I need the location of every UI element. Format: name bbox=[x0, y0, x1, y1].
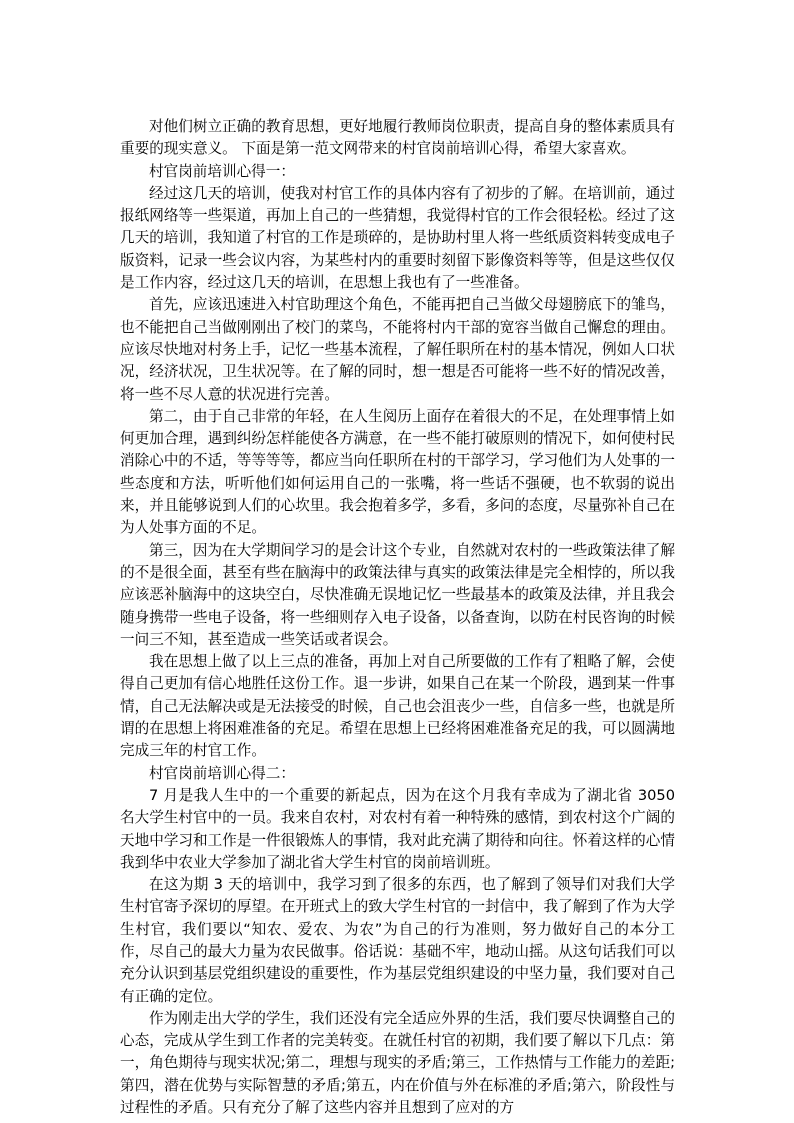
body-paragraph: 我在思想上做了以上三点的准备，再加上对自己所要做的工作有了粗略了解，会使得自己更加有信心地胜任这份工作。退一步讲，如果自己在某一个阶段，遇到某一件事情，自己无法解决或是无法接受的时候，自己也会沮丧少一些，自信多一些，也就是所谓的在思想上将困难准备的充足。希望在思想上已经将困难准备充足的我，可以圆满地完成三年的村官工作。 bbox=[120, 653, 675, 760]
body-paragraph: 第二，由于自己非常的年轻，在人生阅历上面存在着很大的不足，在处理事情上如何更加合理，遇到纠纷怎样能使各方满意，在一些不能打破原则的情况下，如何使村民消除心中的不适，等等等等，都应当向任职所在村的干部学习，学习他们为人处事的一些态度和方法，听听他们如何运用自己的一张嘴，将一些话不强硬，也不软弱的说出来，并且能够说到人们的心坎里。我会抱着多学，多看，多问的态度，尽量弥补自己在为人处事方面的不足。 bbox=[120, 407, 675, 537]
body-paragraph: 首先，应该迅速进入村官助理这个角色，不能再把自己当做父母翅膀底下的雏鸟，也不能把自己当做刚刚出了校门的菜鸟，不能将村内干部的宽容当做自己懈怠的理由。应该尽快地对村务上手，记忆一些基本流程，了解任职所在村的基本情况，例如人口状况，经济状况，卫生状况等。在了解的同时，想一想是否可能将一些不好的情况改善，将一些不尽人意的状况进行完善。 bbox=[120, 296, 675, 403]
document-body bbox=[120, 116, 675, 1119]
body-paragraph: 在这为期 3 天的培训中，我学习到了很多的东西，也了解到了领导们对我们大学生村官寄予深切的厚望。在开班式上的致大学生村官的一封信中，我了解到了作为大学生村官，我们要以“知农、爱农、为农”为自己的行为准则，努力做好自己的本分工作，尽自己的最大力量为农民做事。俗话说：基础不牢，地动山摇。从这句话我们可以充分认识到基层党组织建设的重要性，作为基层党组织建设的中坚力量，我们要对自己有正确的定位。 bbox=[120, 876, 675, 1005]
intro-paragraph: 对他们树立正确的教育思想，更好地履行教师岗位职责，提高自身的整体素质具有重要的现实意义。 下面是第一范文网带来的村官岗前培训心得，希望大家喜欢。 bbox=[120, 118, 675, 158]
body-paragraph: 第三，因为在大学期间学习的是会计这个专业，自然就对农村的一些政策法律了解的不是很全面，甚至有些在脑海中的政策法律与真实的政策法律是完全相悖的，所以我应该恶补脑海中的这块空白，尽快准确无误地记忆一些最基本的政策及法律，并且我会随身携带一些电子设备，将一些细则存入电子设备，以备查询，以防在村民咨询的时候一问三不知，甚至造成一些笑话或者误会。 bbox=[120, 541, 675, 648]
body-paragraph: 7 月是我人生中的一个重要的新起点，因为在这个月我有幸成为了湖北省 3050 名大学生村官中的一员。我来自农村，对农村有着一种特殊的感情，到农村这个广阔的天地中学习和工作是一件很锻炼人的事情，我对此充满了期待和向往。怀着这样的心情我到华中农业大学参加了湖北省大学生村官的岗前培训班。 bbox=[120, 786, 675, 871]
section-heading-2: 村官岗前培训心得二： bbox=[149, 764, 295, 782]
body-paragraph: 作为刚走出大学的学生，我们还没有完全适应外界的生活，我们要尽快调整自己的心态，完成从学生到工作者的完美转变。在就任村官的初期，我们要了解以下几点：第一，角色期待与现实状况;第二，理想与现实的矛盾;第三，工作热情与工作能力的差距;第四，潜在优势与实际智慧的矛盾;第五，内在价值与外在标准的矛盾;第六，阶段性与过程性的矛盾。只有充分了解了这些内容并且想到了应对的方 bbox=[120, 1009, 675, 1117]
section-heading-1: 村官岗前培训心得一： bbox=[149, 162, 295, 180]
body-paragraph: 经过这几天的培训，使我对村官工作的具体内容有了初步的了解。在培训前，通过报纸网络等一些渠道，再加上自己的一些猜想，我觉得村官的工作会很轻松。经过了这几天的培训，我知道了村官的工作是琐碎的，是协助村里人将一些纸质资料转变成电子版资料，记录一些会议内容，为某些村内的重要时刻留下影像资料等等，但是这些仅仅是工作内容，经过这几天的培训，在思想上我也有了一些准备。 bbox=[120, 184, 675, 292]
